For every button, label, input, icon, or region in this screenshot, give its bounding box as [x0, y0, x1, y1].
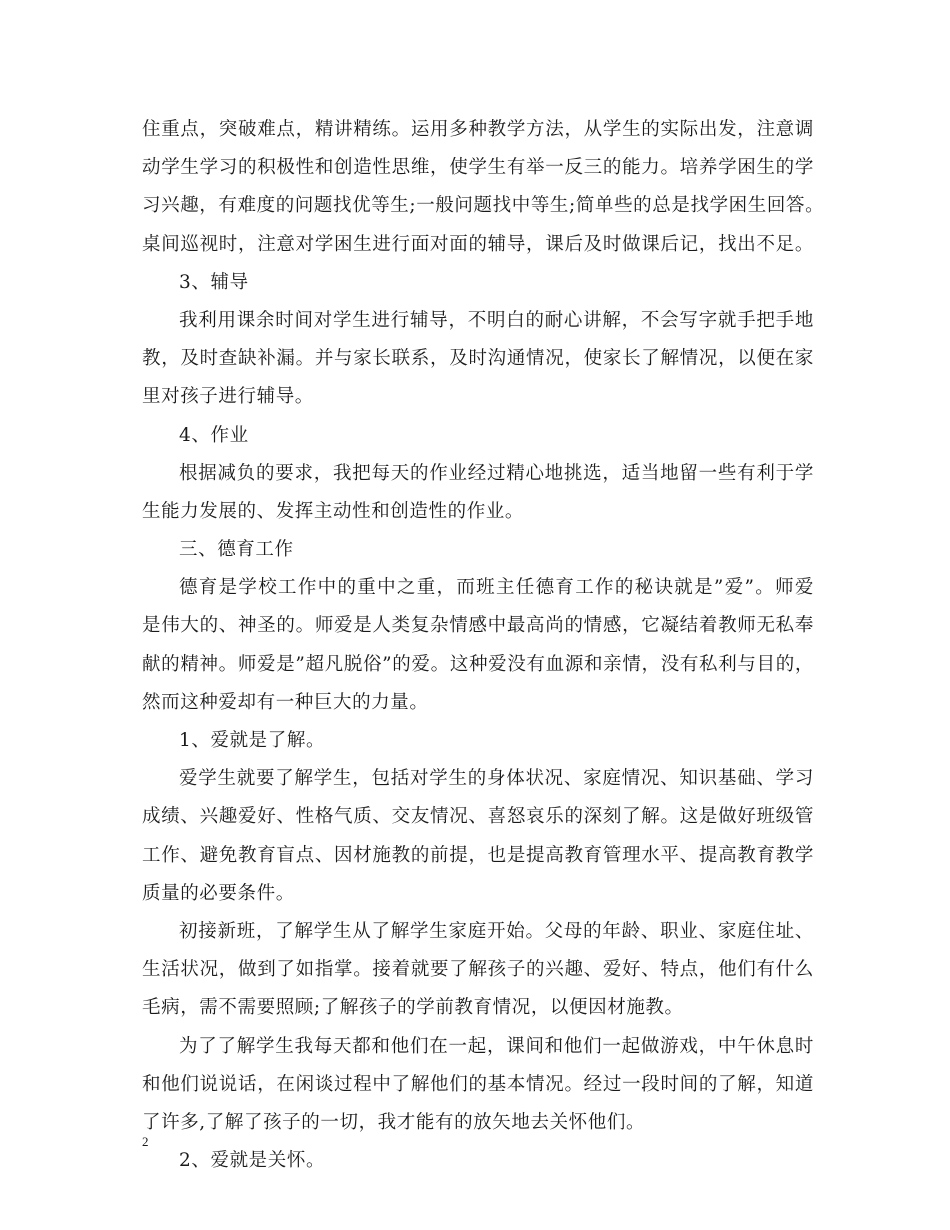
text-line: 成绩、兴趣爱好、性格气质、交友情况、喜怒哀乐的深刻了解。这是做好班级管 [142, 806, 814, 828]
text-line: 习兴趣，有难度的问题找优等生;一般问题找中等生;简单些的总是找学困生回答。 [142, 195, 825, 217]
text-line: 工作、避免教育盲点、因材施教的前提，也是提高教育管理水平、提高教育教学 [142, 844, 814, 866]
text-line: 德育是学校工作中的重中之重，而班主任德育工作的秘诀就是”爱”。师爱 [179, 577, 814, 599]
text-line: 1、爱就是了解。 [179, 730, 326, 751]
text-line: 初接新班，了解学生从了解学生家庭开始。父母的年龄、职业、家庭住址、 [179, 920, 814, 942]
text-line: 爱学生就要了解学生，包括对学生的身体状况、家庭情况、知识基础、学习 [179, 768, 814, 790]
text-line: 然而这种爱却有一种巨大的力量。 [142, 691, 429, 713]
text-line: 三、德育工作 [179, 539, 294, 561]
text-line: 根据减负的要求，我把每天的作业经过精心地挑选，适当地留一些有利于学 [179, 462, 814, 484]
text-line: 3、辅导 [179, 271, 249, 293]
text-line: 了许多,了解了孩子的一切，我才能有的放矢地去关怀他们。 [142, 1111, 646, 1133]
text-line: 2、爱就是关怀。 [179, 1150, 326, 1172]
text-line: 动学生学习的积极性和创造性思维，使学生有举一反三的能力。培养学困生的学 [142, 157, 814, 179]
text-line: 教，及时查缺补漏。并与家长联系，及时沟通情况，使家长了解情况，以便在家 [142, 348, 814, 370]
page-number: 2 [142, 1134, 149, 1149]
text-line: 为了了解学生我每天都和他们在一起，课间和他们一起做游戏，中午休息时 [179, 1035, 814, 1057]
text-line: 和他们说说话，在闲谈过程中了解他们的基本情况。经过一段时间的了解，知道 [142, 1073, 814, 1095]
document-body [142, 114, 825, 1183]
text-line: 我利用课余时间对学生进行辅导，不明白的耐心讲解，不会写字就手把手地 [179, 309, 814, 331]
text-line: 住重点，突破难点，精讲精练。运用多种教学方法，从学生的实际出发，注意调 [142, 119, 814, 140]
text-line: 是伟大的、神圣的。师爱是人类复杂情感中最高尚的情感，它凝结着教师无私奉 [142, 615, 814, 637]
text-line: 4、作业 [179, 424, 249, 446]
text-line: 生活状况，做到了如指掌。接着就要了解孩子的兴趣、爱好、特点，他们有什么 [142, 959, 814, 981]
text-line: 生能力发展的、发挥主动性和创造性的作业。 [142, 500, 525, 522]
text-line: 里对孩子进行辅导。 [142, 386, 314, 408]
text-line: 桌间巡视时，注意对学困生进行面对面的辅导，课后及时做课后记，找出不足。 [142, 233, 814, 255]
text-line: 毛病，需不需要照顾;了解孩子的学前教育情况，以便因材施教。 [142, 997, 684, 1019]
text-line: 质量的必要条件。 [142, 882, 295, 904]
text-line: 献的精神。师爱是”超凡脱俗”的爱。这种爱没有血源和亲情，没有私利与目的， [142, 653, 814, 675]
